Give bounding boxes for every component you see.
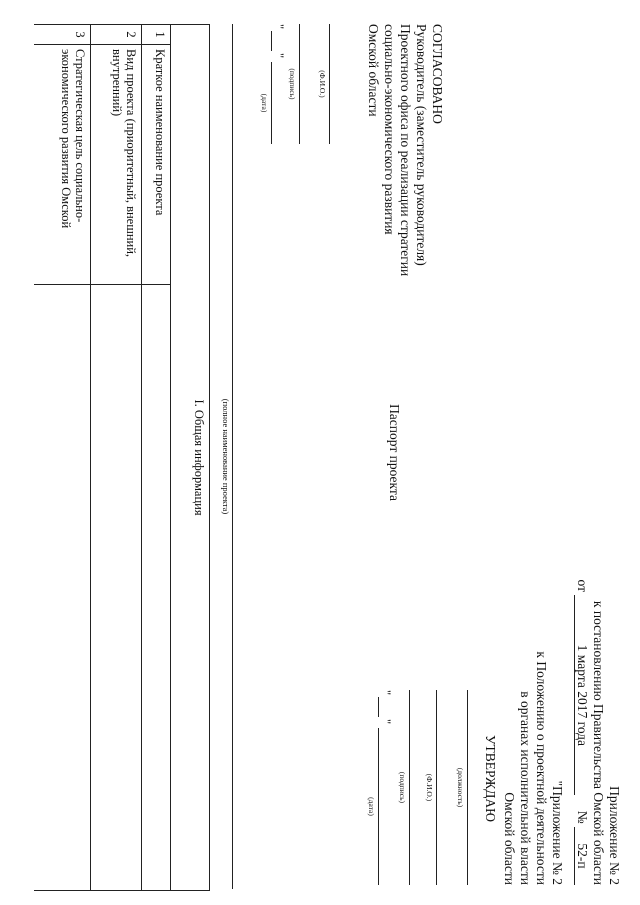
approve-date-caption: (дата) xyxy=(367,797,376,816)
regulation-line-2: к Положению о проектной деятельности xyxy=(534,651,549,885)
row-value xyxy=(91,285,142,891)
row-number: 2 xyxy=(91,25,142,45)
approve-quote-open: " xyxy=(379,690,393,696)
agreed-signature-caption: (подпись) xyxy=(288,68,297,100)
approve-date-line xyxy=(378,728,379,885)
row-label: Вид проекта (приоритетный, внешний, внутренний) xyxy=(91,45,142,285)
appendix-resolution: к постановлению Правительства Омской области xyxy=(591,600,606,885)
full-name-caption: (полное наименование проекта) xyxy=(221,398,231,515)
table-section-row xyxy=(171,25,210,891)
agreed-line-2: Проектного офиса по реализации стратегии xyxy=(398,24,413,277)
date-value: 1 марта 2017 года xyxy=(574,595,589,795)
row-number: 3 xyxy=(34,25,91,45)
regulation-line-3: в органах исполнительной власти xyxy=(518,691,533,885)
agreed-quote-close: " xyxy=(272,53,286,59)
agreed-title: СОГЛАСОВАНО xyxy=(430,24,445,124)
table-section-title: I. Общая информация xyxy=(171,25,210,891)
regulation-line-1: "Приложение № 2 xyxy=(550,780,565,885)
appendix-header xyxy=(574,580,622,886)
date-prefix: от xyxy=(575,579,590,592)
agreed-date-caption: (дата) xyxy=(260,93,269,113)
table-row xyxy=(91,25,142,891)
appendix-title: Приложение № 2 xyxy=(607,786,622,885)
agreed-signature-line xyxy=(299,24,300,144)
agreed-name-caption: (Ф.И.О.) xyxy=(318,70,327,98)
agreed-line-1: Руководитель (заместитель руководителя) xyxy=(414,24,429,266)
row-value xyxy=(34,285,91,891)
table-row xyxy=(142,25,171,891)
number-prefix: № xyxy=(575,810,590,824)
document-title: Паспорт проекта xyxy=(387,404,402,501)
approve-title: УТВЕРЖДАЮ xyxy=(483,735,498,823)
row-label: Краткое наименование проекта xyxy=(142,45,171,285)
approve-name-line xyxy=(436,690,437,885)
passport-table xyxy=(34,24,210,891)
agreed-block xyxy=(365,24,445,276)
agreed-day-line xyxy=(271,31,272,51)
agreed-quote-open: " xyxy=(272,24,286,30)
approve-position-caption: (должность) xyxy=(456,767,465,808)
agreed-date-line xyxy=(271,62,272,144)
approve-position-line xyxy=(467,690,468,885)
row-label: Стратегическая цель социально-экономического развития Омской xyxy=(34,45,91,285)
row-value xyxy=(142,285,171,891)
approve-quote-close: " xyxy=(379,719,393,725)
approve-day-line xyxy=(378,697,379,717)
full-name-line xyxy=(232,24,233,889)
number-value: 52-п xyxy=(574,827,589,885)
table-row xyxy=(34,25,91,891)
agreed-line-3: социально-экономического развития xyxy=(382,24,397,235)
row-number: 1 xyxy=(142,25,171,45)
approve-signature-line xyxy=(409,690,410,885)
approve-signature-caption: (подпись) xyxy=(398,771,407,804)
regulation-header xyxy=(501,651,565,885)
approve-name-caption: (Ф.И.О.) xyxy=(425,773,434,802)
appendix-date-line xyxy=(574,580,590,886)
regulation-line-4: Омской области xyxy=(502,792,517,885)
agreed-line-4: Омской области xyxy=(366,24,381,117)
agreed-name-line xyxy=(329,24,330,144)
